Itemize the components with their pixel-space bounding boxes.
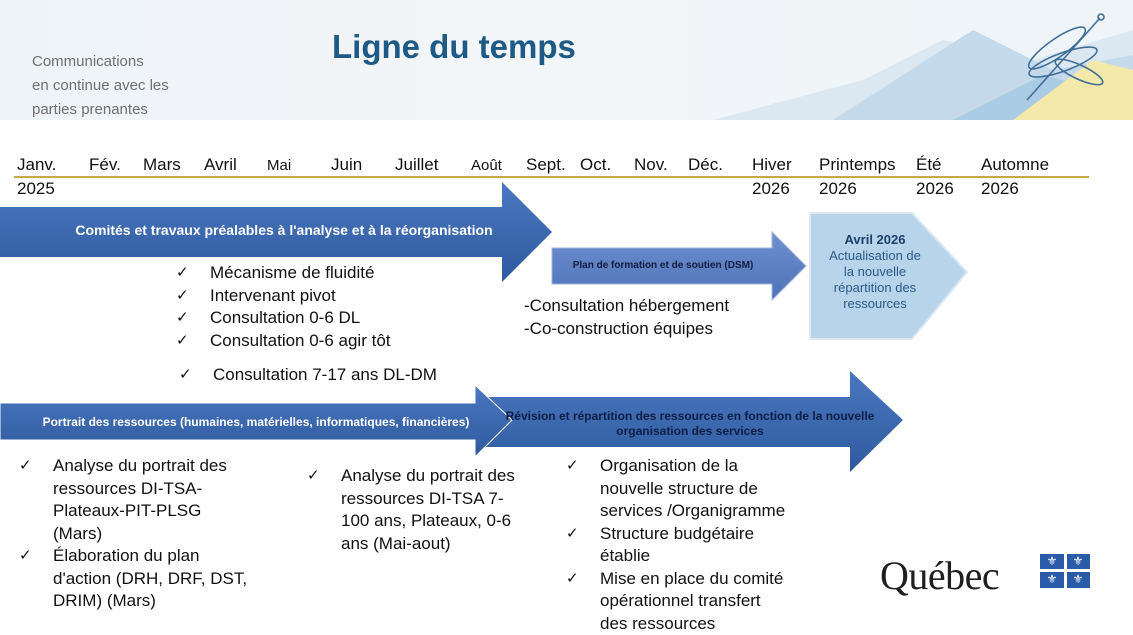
- check-icon: ✓: [566, 523, 600, 546]
- month-year: 2025: [17, 177, 56, 201]
- list-item-line: Structure budgétaire: [600, 523, 754, 546]
- portrait-arrow-label: Portrait des ressources (humaines, matérielles, informatiques, financières): [8, 415, 504, 429]
- check-icon: ✓: [19, 545, 53, 568]
- check-icon: ✓: [179, 364, 213, 387]
- april-body-line: répartition des: [810, 280, 940, 296]
- month-label: Août: [471, 154, 502, 178]
- list-item: [176, 285, 437, 308]
- list-item: [566, 455, 826, 523]
- list-item-line: 100 ans, Plateaux, 0-6: [341, 510, 515, 533]
- revision-arrow-label: [495, 409, 885, 439]
- month-year: 2026: [981, 177, 1049, 201]
- page-title: Ligne du temps: [332, 28, 576, 66]
- list-item-line: services /Organigramme: [600, 500, 785, 523]
- april-body-line: ressources: [810, 296, 940, 312]
- list-item: [19, 545, 289, 613]
- month-label: Juin: [331, 153, 362, 177]
- list-item-line: Plateaux-PIT-PLSG: [53, 500, 227, 523]
- list-item-line: (Mars): [53, 523, 227, 546]
- list-item: [176, 330, 437, 353]
- fleur-de-lis-icon: ⚜: [1042, 555, 1062, 568]
- fleur-de-lis-icon: ⚜: [1068, 573, 1088, 586]
- check-icon: ✓: [176, 307, 210, 330]
- month-label: Avril: [204, 153, 237, 177]
- april-2026-title: Avril 2026: [810, 232, 940, 248]
- month-label: Mars: [143, 153, 181, 177]
- note-line: en continue avec les: [32, 74, 169, 98]
- training-items: [524, 294, 729, 340]
- month-label: Printemps: [819, 153, 896, 177]
- list-item-line: établie: [600, 545, 754, 568]
- month-year: 2026: [819, 177, 896, 201]
- list-item-line: Organisation de la: [600, 455, 785, 478]
- list-item: [179, 364, 437, 387]
- note-line: Communications: [32, 50, 169, 74]
- check-icon: ✓: [566, 568, 600, 591]
- list-item-line: ressources DI-TSA-: [53, 478, 227, 501]
- list-item-text: Consultation 0-6 agir tôt: [210, 330, 391, 353]
- month-label: Fév.: [89, 153, 121, 177]
- fleur-de-lis-icon: ⚜: [1068, 555, 1088, 568]
- list-item: -Co-construction équipes: [524, 317, 729, 340]
- april-body-line: Actualisation de: [810, 248, 940, 264]
- list-item-line: nouvelle structure de: [600, 478, 785, 501]
- list-item-line: Analyse du portrait des: [53, 455, 227, 478]
- note-line: parties prenantes: [32, 98, 169, 122]
- check-icon: ✓: [176, 262, 210, 285]
- list-item: -Consultation hébergement: [524, 294, 729, 317]
- month-label: Déc.: [688, 153, 723, 177]
- portrait-checklist-left: [19, 455, 289, 613]
- month-year: 2026: [752, 177, 792, 201]
- april-body-line: la nouvelle: [810, 264, 940, 280]
- check-icon: ✓: [176, 285, 210, 308]
- check-icon: ✓: [307, 465, 341, 488]
- revision-checklist: [566, 455, 826, 635]
- list-item-line: DRIM) (Mars): [53, 590, 247, 613]
- month-label: Hiver: [752, 153, 792, 177]
- revision-label-line: Révision et répartition des ressources en fonction de la nouvelle: [495, 409, 885, 424]
- list-item-line: opérationnel transfert: [600, 590, 783, 613]
- list-item: [566, 523, 826, 568]
- april-2026-box: [810, 232, 940, 312]
- committees-arrow-label: Comités et travaux préalables à l'analyse et à la réorganisation: [10, 222, 558, 238]
- quebec-logo-text: Québec: [880, 552, 999, 599]
- list-item-line: Analyse du portrait des: [341, 465, 515, 488]
- month-label: Mai: [267, 154, 291, 178]
- portrait-checklist-middle: [307, 465, 547, 555]
- check-icon: ✓: [566, 455, 600, 478]
- committee-checklist: [176, 262, 437, 387]
- month-label: Nov.: [634, 153, 668, 177]
- list-item-text: Mécanisme de fluidité: [210, 262, 374, 285]
- list-item-line: ressources DI-TSA 7-: [341, 488, 515, 511]
- revision-label-line: organisation des services: [495, 424, 885, 439]
- check-icon: ✓: [19, 455, 53, 478]
- check-icon: ✓: [176, 330, 210, 353]
- list-item-text: Intervenant pivot: [210, 285, 336, 308]
- quebec-flag-icon: [1040, 554, 1090, 588]
- list-item-line: Mise en place du comité: [600, 568, 783, 591]
- list-item: [307, 465, 547, 555]
- list-item: [19, 455, 289, 545]
- training-arrow-label: Plan de formation et de soutien (DSM): [555, 260, 771, 271]
- list-item-line: des ressources: [600, 613, 783, 635]
- list-item-line: d'action (DRH, DRF, DST,: [53, 568, 247, 591]
- month-label: Oct.: [580, 153, 611, 177]
- month-label: Janv.: [17, 153, 56, 177]
- fleur-de-lis-icon: ⚜: [1042, 573, 1062, 586]
- month-year: 2026: [916, 177, 954, 201]
- month-label: Sept.: [526, 153, 566, 177]
- list-item: [176, 307, 437, 330]
- list-item-text: Consultation 7-17 ans DL-DM: [213, 364, 437, 387]
- list-item: [176, 262, 437, 285]
- month-label: Automne: [981, 153, 1049, 177]
- month-label: Juillet: [395, 153, 438, 177]
- list-item: [566, 568, 826, 635]
- month-label: Été: [916, 153, 954, 177]
- list-item-text: Consultation 0-6 DL: [210, 307, 360, 330]
- list-item-line: ans (Mai-aout): [341, 533, 515, 556]
- list-item-line: Élaboration du plan: [53, 545, 247, 568]
